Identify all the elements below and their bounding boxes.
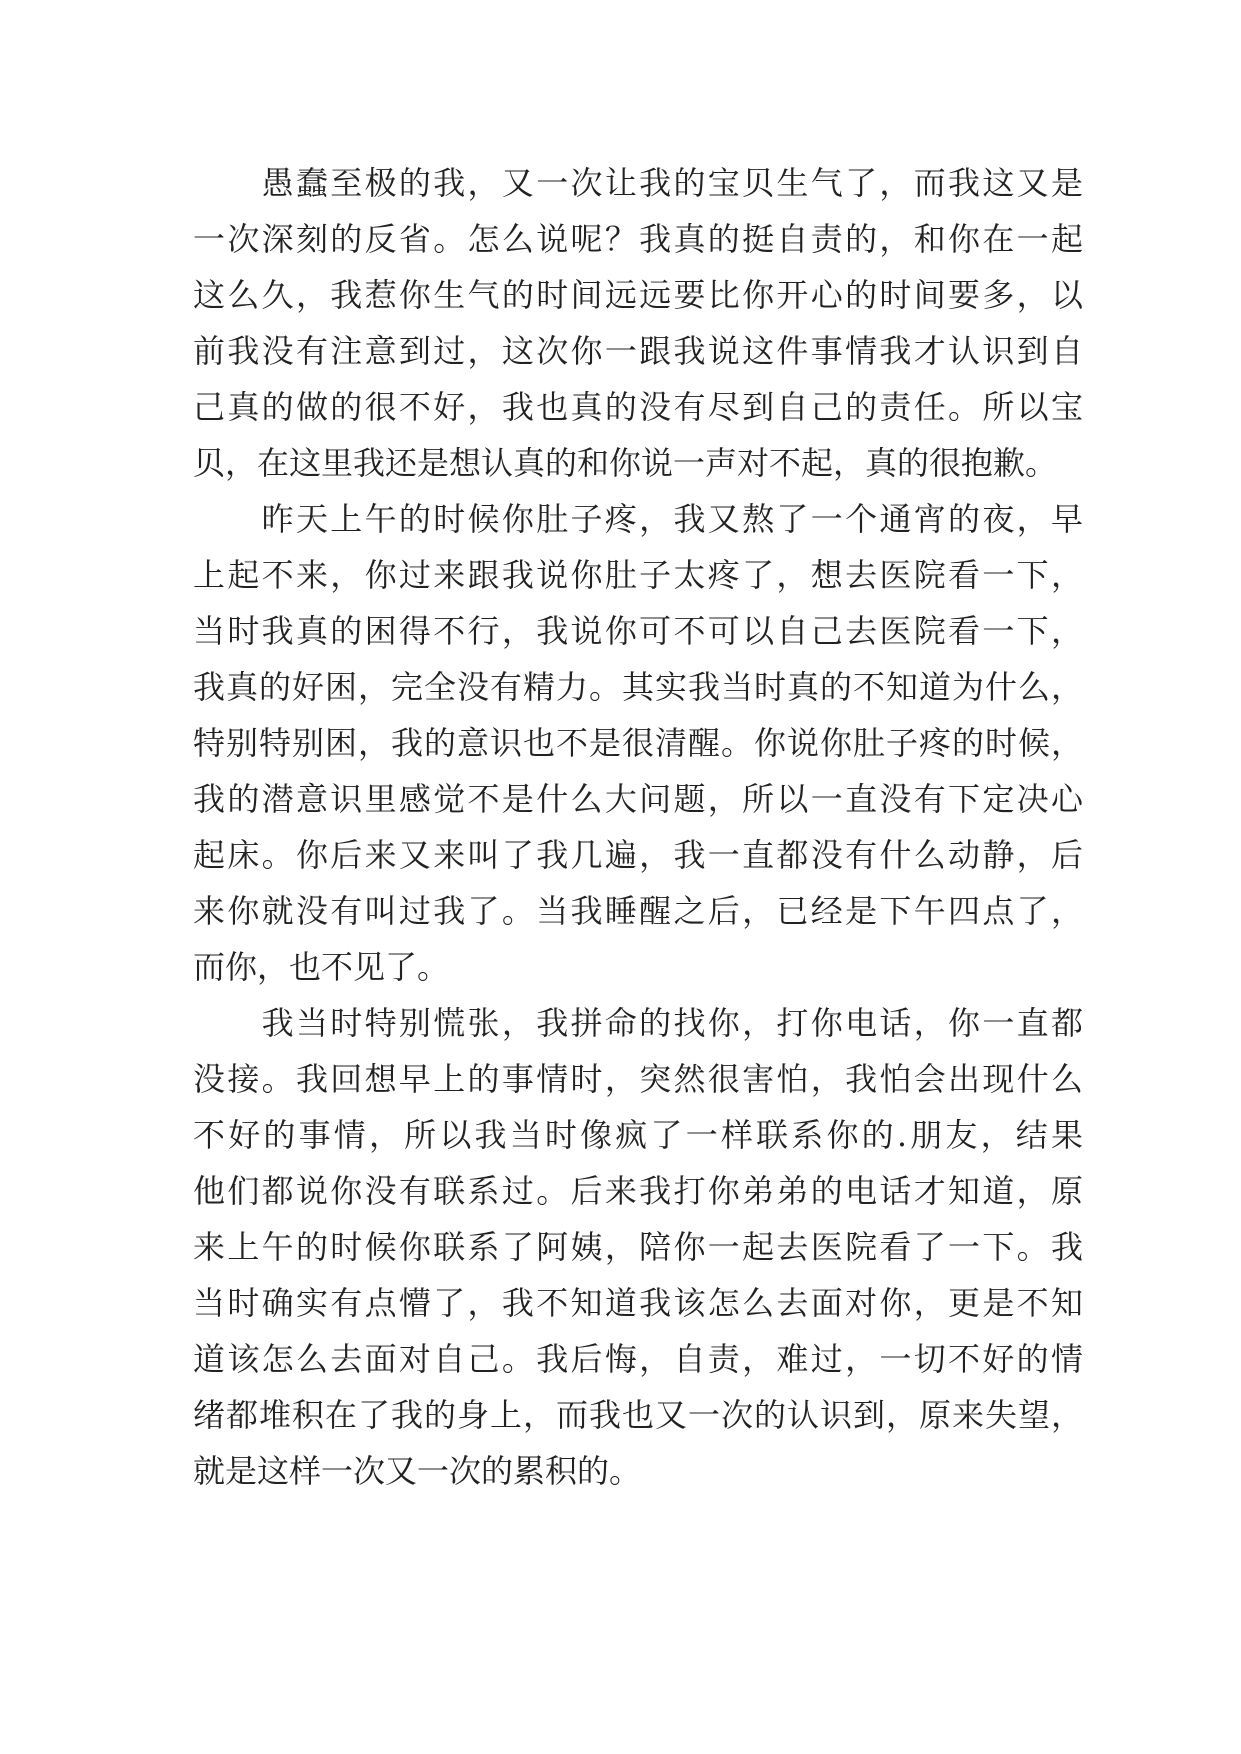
text-line: 他们都说你没有联系过。后来我打你弟弟的电话才知道，原 <box>193 1172 1083 1210</box>
text-line: 不好的事情，所以我当时像疯了一样联系你的.朋友，结果 <box>193 1116 1083 1154</box>
text-line: 己真的做的很不好，我也真的没有尽到自己的责任。所以宝 <box>193 388 1083 426</box>
text-line: 昨天上午的时候你肚子疼，我又熬了一个通宵的夜，早 <box>193 500 1083 538</box>
text-line: 来上午的时候你联系了阿姨，陪你一起去医院看了一下。我 <box>193 1228 1083 1266</box>
document-body <box>193 155 1083 1499</box>
text-line: 没接。我回想早上的事情时，突然很害怕，我怕会出现什么 <box>193 1060 1083 1098</box>
text-line: 一次深刻的反省。怎么说呢？我真的挺自责的，和你在一起 <box>193 220 1083 258</box>
text-line: 就是这样一次又一次的累积的。 <box>193 1452 642 1490</box>
text-line: 上起不来，你过来跟我说你肚子太疼了，想去医院看一下， <box>193 556 1083 594</box>
text-line: 这么久，我惹你生气的时间远远要比你开心的时间要多，以 <box>193 276 1083 314</box>
text-line: 特别特别困，我的意识也不是很清醒。你说你肚子疼的时候， <box>193 724 1083 762</box>
text-line: 而你，也不见了。 <box>193 948 450 986</box>
paragraph-2 <box>193 491 1083 995</box>
text-line: 我真的好困，完全没有精力。其实我当时真的不知道为什么， <box>193 668 1083 706</box>
text-line: 贝，在这里我还是想认真的和你说一声对不起，真的很抱歉。 <box>193 444 1058 482</box>
text-line: 当时确实有点懵了，我不知道我该怎么去面对你，更是不知 <box>193 1284 1083 1322</box>
text-line: 我当时特别慌张，我拼命的找你，打你电话，你一直都 <box>193 1004 1083 1042</box>
text-line: 起床。你后来又来叫了我几遍，我一直都没有什么动静，后 <box>193 836 1083 874</box>
text-line: 我的潜意识里感觉不是什么大问题，所以一直没有下定决心 <box>193 780 1083 818</box>
text-line: 当时我真的困得不行，我说你可不可以自己去医院看一下， <box>193 612 1083 650</box>
text-line: 道该怎么去面对自己。我后悔，自责，难过，一切不好的情 <box>193 1340 1083 1378</box>
paragraph-3 <box>193 995 1083 1499</box>
text-line: 绪都堆积在了我的身上，而我也又一次的认识到，原来失望， <box>193 1396 1083 1434</box>
text-line: 来你就没有叫过我了。当我睡醒之后，已经是下午四点了， <box>193 892 1083 930</box>
text-line: 前我没有注意到过，这次你一跟我说这件事情我才认识到自 <box>193 332 1083 370</box>
text-line: 愚蠢至极的我，又一次让我的宝贝生气了，而我这又是 <box>193 164 1083 202</box>
paragraph-1 <box>193 155 1083 491</box>
